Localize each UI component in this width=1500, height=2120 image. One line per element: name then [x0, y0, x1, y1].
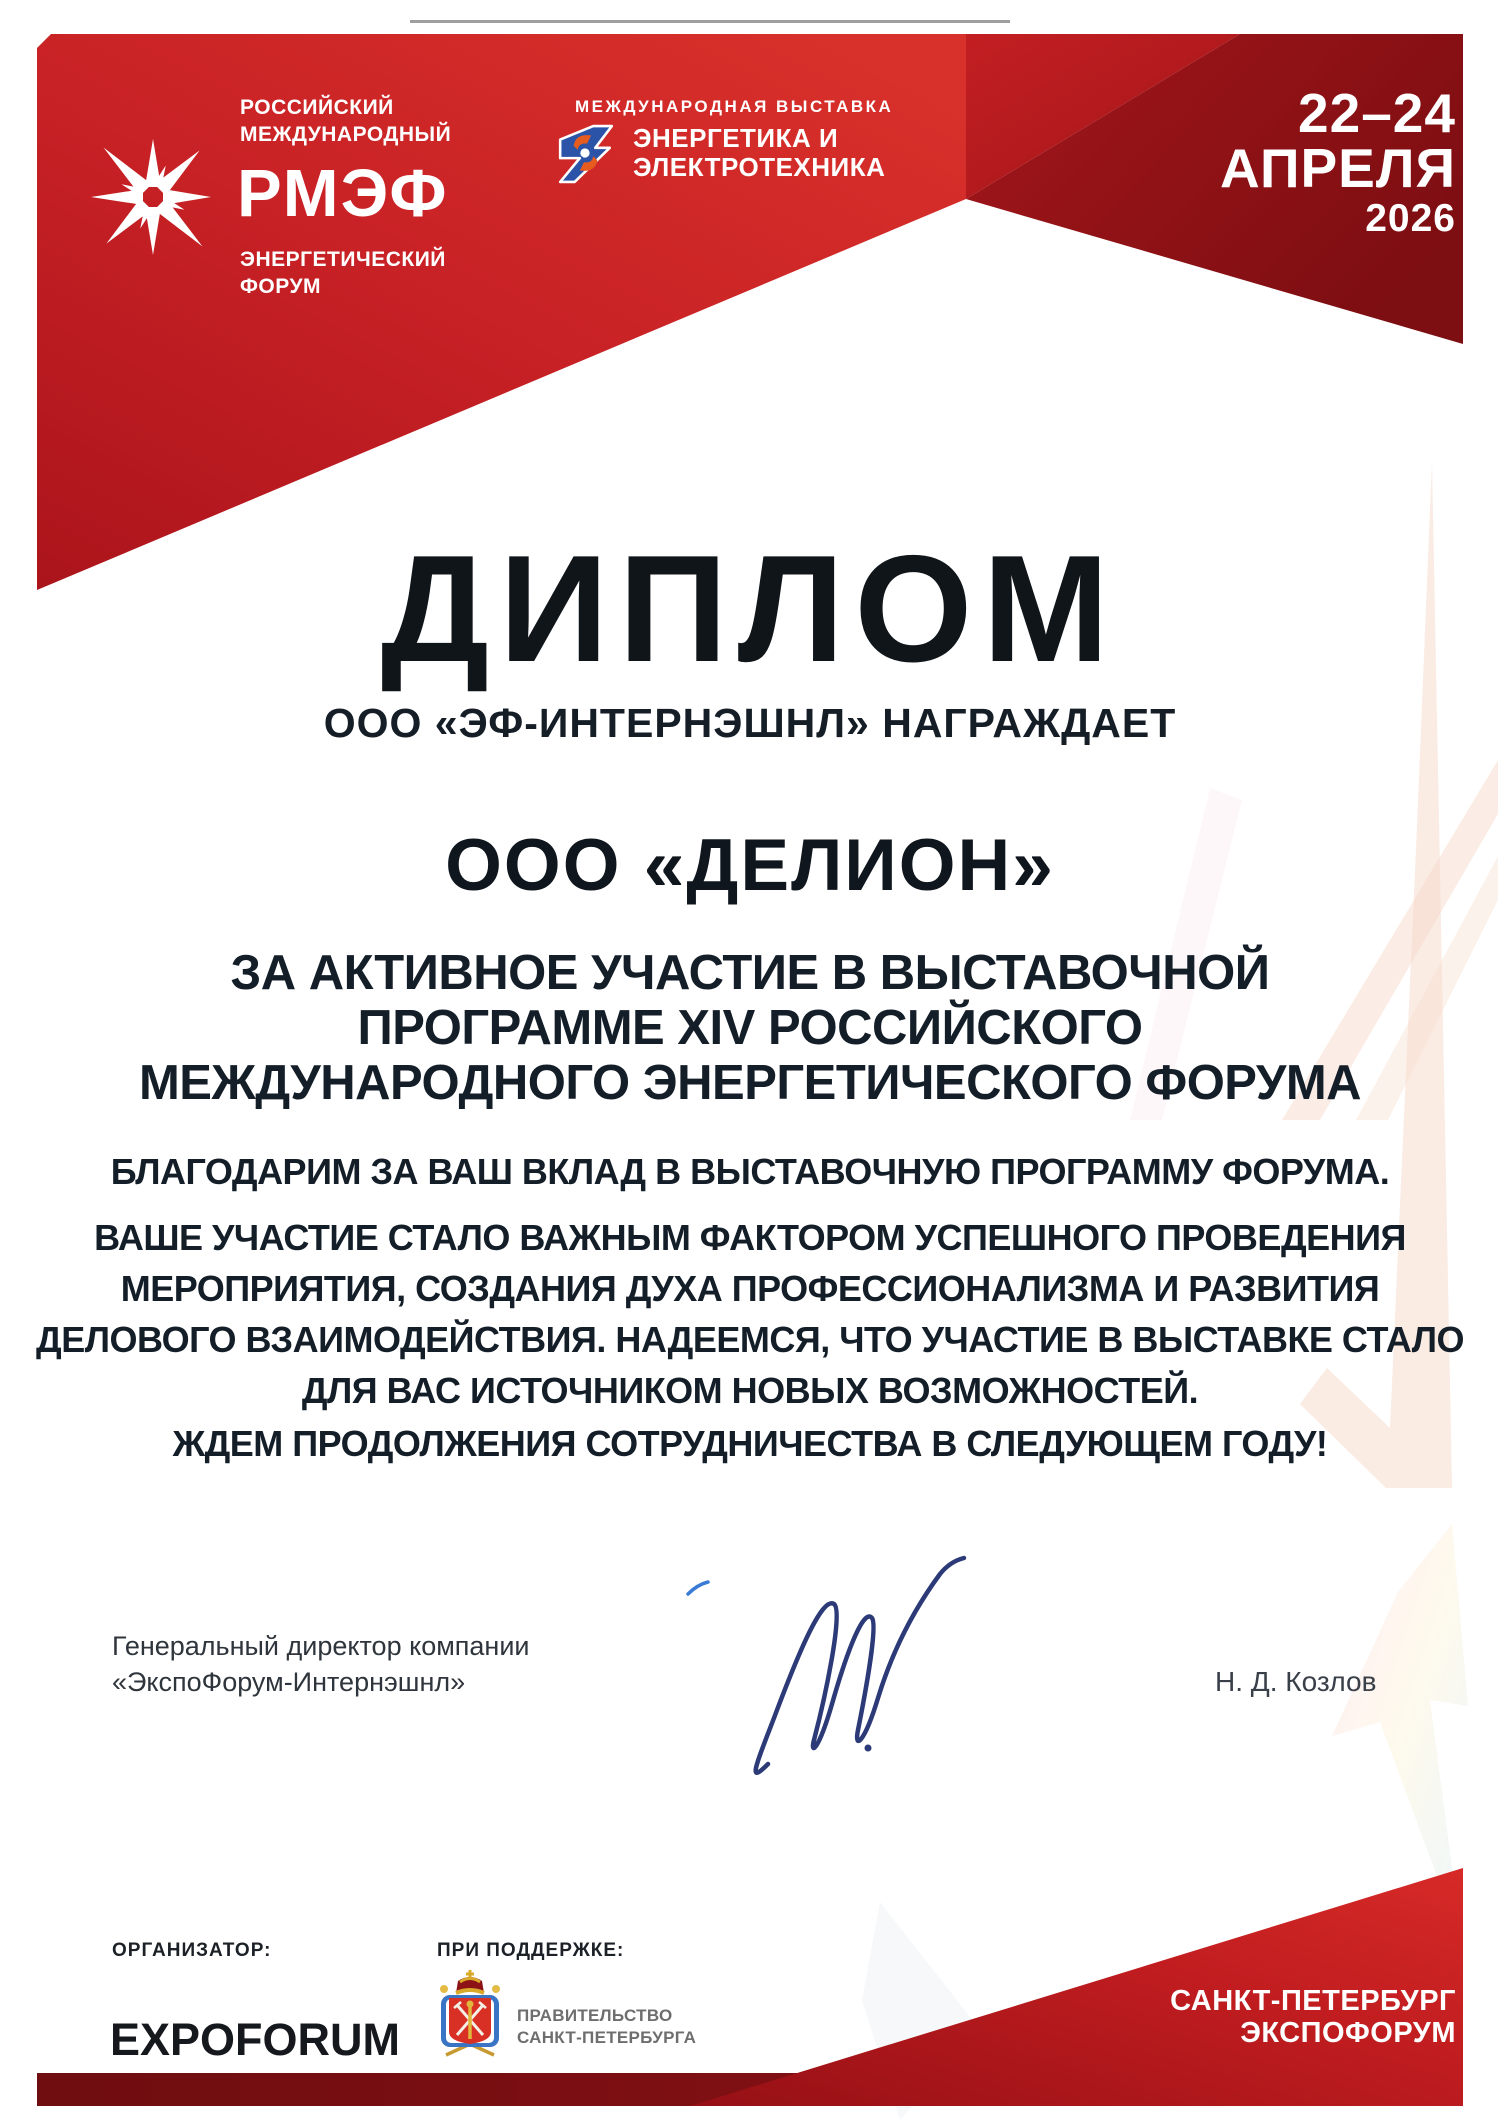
body-paragraph-1: БЛАГОДАРИМ ЗА ВАШ ВКЛАД В ВЫСТАВОЧНУЮ ПРОГРАММУ ФОРУМА.	[110, 1151, 1390, 1192]
award-line-2: ПРОГРАММЕ XIV РОССИЙСКОГО	[357, 1001, 1143, 1055]
body-paragraph-2-line-1: ВАШЕ УЧАСТИЕ СТАЛО ВАЖНЫМ ФАКТОРОМ УСПЕШНОГО ПРОВЕДЕНИЯ	[94, 1217, 1406, 1258]
signature-stroke	[660, 1552, 990, 1792]
government-line-1: ПРАВИТЕЛЬСТВО	[517, 2006, 673, 2025]
expo-line-2: ЭЛЕКТРОТЕХНИКА	[633, 152, 886, 182]
organizer-label: ОРГАНИЗАТОР:	[112, 1940, 272, 1961]
rmef-top-line-1: РОССИЙСКИЙ	[240, 96, 394, 119]
spb-coat-of-arms-icon	[434, 1965, 506, 2065]
expo-line-1: ЭНЕРГЕТИКА И	[633, 123, 839, 153]
expoforum-logo: EXPOFORUM	[110, 2014, 401, 2065]
award-line-3: МЕЖДУНАРОДНОГО ЭНЕРГЕТИЧЕСКОГО ФОРУМА	[138, 1056, 1362, 1110]
event-dates-days: 22–24	[1298, 82, 1456, 144]
rmef-star-icon	[80, 124, 226, 270]
rmef-bottom-line-2: ФОРУМ	[240, 275, 322, 298]
body-paragraph-2-line-2: МЕРОПРИЯТИЯ, СОЗДАНИЯ ДУХА ПРОФЕССИОНАЛИЗМА И РАЗВИТИЯ	[120, 1268, 1380, 1309]
energy-exhibition-logo-icon	[556, 123, 616, 185]
award-line-1: ЗА АКТИВНОЕ УЧАСТИЕ В ВЫСТАВОЧНОЙ	[230, 946, 1270, 1000]
scan-artifact-line	[410, 20, 1010, 23]
body-paragraph-2-line-3: ДЕЛОВОГО ВЗАИМОДЕЙСТВИЯ. НАДЕЕМСЯ, ЧТО УЧАСТИЕ В ВЫСТАВКЕ СТАЛО	[36, 1319, 1464, 1360]
government-line-2: САНКТ-ПЕТЕРБУРГА	[517, 2028, 697, 2047]
awarding-company-line: ООО «ЭФ-ИНТЕРНЭШНЛ» НАГРАЖДАЕТ	[323, 700, 1177, 746]
event-dates-year: 2026	[1365, 197, 1456, 240]
signer-position-line-2: «ЭкспоФорум-Интернэшнл»	[112, 1667, 466, 1697]
diploma-title: ДИПЛОМ	[380, 524, 1120, 694]
signer-name: Н. Д. Козлов	[1215, 1666, 1377, 1697]
body-paragraph-2-line-4: ДЛЯ ВАС ИСТОЧНИКОМ НОВЫХ ВОЗМОЖНОСТЕЙ.	[301, 1370, 1199, 1411]
body-paragraph-3: ЖДЕМ ПРОДОЛЖЕНИЯ СОТРУДНИЧЕСТВА В СЛЕДУЮЩЕМ ГОДУ!	[172, 1423, 1328, 1464]
header-red-left	[37, 34, 966, 590]
expo-exhibition-label: МЕЖДУНАРОДНАЯ ВЫСТАВКА	[575, 97, 894, 116]
rmef-top-line-2: МЕЖДУНАРОДНЫЙ	[240, 123, 452, 146]
recipient-name: ООО «ДЕЛИОН»	[445, 825, 1055, 906]
rmef-bottom-line-1: ЭНЕРГЕТИЧЕСКИЙ	[240, 248, 446, 271]
signer-position-line-1: Генеральный директор компании	[112, 1631, 530, 1661]
event-dates-month: АПРЕЛЯ	[1219, 137, 1456, 199]
corner-city-line: САНКТ-ПЕТЕРБУРГ	[1170, 1985, 1456, 2017]
corner-venue-line: ЭКСПОФОРУМ	[1240, 2017, 1456, 2049]
support-label: ПРИ ПОДДЕРЖКЕ:	[437, 1940, 625, 1961]
rmef-acronym: РМЭФ	[237, 156, 449, 231]
